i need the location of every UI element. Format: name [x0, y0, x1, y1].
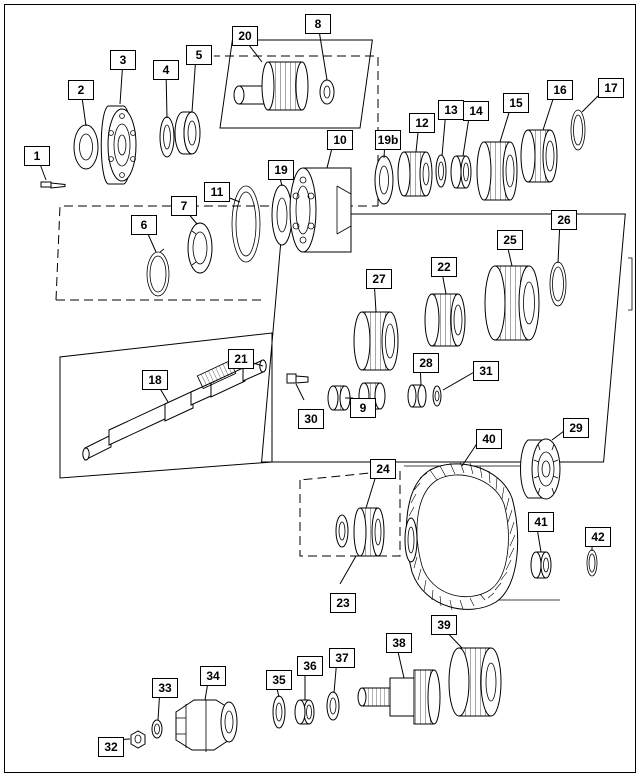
- callout-15[interactable]: 15: [503, 93, 529, 113]
- part-26: [550, 262, 566, 306]
- part-30: [287, 374, 308, 383]
- callout-33[interactable]: 33: [152, 678, 178, 698]
- part-42: [587, 550, 597, 576]
- part-12: [398, 152, 432, 196]
- callout-12[interactable]: 12: [409, 113, 435, 133]
- part-39: [449, 648, 501, 716]
- part-2: [74, 125, 98, 169]
- part-3: [101, 106, 136, 184]
- part-6: [147, 249, 169, 296]
- callout-3[interactable]: 3: [110, 50, 136, 70]
- callout-30[interactable]: 30: [298, 409, 324, 429]
- callout-14[interactable]: 14: [463, 101, 489, 121]
- part-18: [83, 360, 266, 460]
- part-19-right: [375, 156, 393, 204]
- part-34: [176, 700, 237, 752]
- part-24: [336, 508, 384, 556]
- callout-2[interactable]: 2: [68, 80, 94, 100]
- part-14: [451, 156, 471, 188]
- callout-16[interactable]: 16: [547, 80, 573, 100]
- callout-35[interactable]: 35: [266, 670, 292, 690]
- part-23-washer: [405, 518, 417, 562]
- callout-10[interactable]: 10: [327, 130, 353, 150]
- callout-1[interactable]: 1: [24, 146, 50, 166]
- part-20: [234, 62, 308, 110]
- callout-18[interactable]: 18: [142, 370, 168, 390]
- callout-19[interactable]: 19: [268, 160, 294, 180]
- callout-31[interactable]: 31: [473, 361, 499, 381]
- callout-21[interactable]: 21: [228, 349, 254, 369]
- callout-22[interactable]: 22: [431, 257, 457, 277]
- callout-27[interactable]: 27: [366, 269, 392, 289]
- part-10: [290, 168, 351, 252]
- callout-26[interactable]: 26: [551, 210, 577, 230]
- part-38: [358, 670, 440, 724]
- callout-40[interactable]: 40: [476, 429, 502, 449]
- callout-9[interactable]: 9: [350, 398, 376, 418]
- part-1: [41, 182, 65, 188]
- part-17: [571, 110, 585, 150]
- callout-37[interactable]: 37: [329, 648, 355, 668]
- part-32: [131, 731, 145, 748]
- callout-8[interactable]: 8: [305, 14, 331, 34]
- part-8: [320, 80, 334, 104]
- part-36: [295, 700, 314, 724]
- callout-32[interactable]: 32: [98, 737, 124, 757]
- callout-11[interactable]: 11: [204, 182, 230, 202]
- callout-7[interactable]: 7: [171, 196, 197, 216]
- callout-5[interactable]: 5: [186, 45, 212, 65]
- part-29: [521, 439, 561, 499]
- callout-17[interactable]: 17: [598, 78, 624, 98]
- part-25: [485, 266, 539, 340]
- callout-34[interactable]: 34: [200, 666, 226, 686]
- callout-13[interactable]: 13: [438, 100, 464, 120]
- part-11: [232, 186, 260, 262]
- part-35: [273, 696, 285, 728]
- part-31: [408, 385, 441, 407]
- callout-42[interactable]: 42: [585, 527, 611, 547]
- callout-28[interactable]: 28: [413, 353, 439, 373]
- part-4: [160, 117, 174, 157]
- callout-4[interactable]: 4: [153, 60, 179, 80]
- part-7: [188, 223, 212, 273]
- callout-6[interactable]: 6: [131, 215, 157, 235]
- part-19-left: [272, 185, 292, 245]
- callout-36[interactable]: 36: [297, 656, 323, 676]
- part-5: [175, 112, 200, 154]
- part-33: [152, 720, 162, 738]
- part-22: [425, 294, 465, 346]
- callout-20[interactable]: 20: [232, 26, 258, 46]
- part-27: [354, 312, 398, 370]
- part-16: [521, 130, 557, 182]
- callout-24[interactable]: 24: [370, 459, 396, 479]
- part-41: [531, 552, 551, 578]
- callout-38[interactable]: 38: [386, 633, 412, 653]
- callout-25[interactable]: 25: [497, 230, 523, 250]
- part-40: [406, 462, 517, 610]
- part-13: [436, 155, 446, 187]
- callout-19b[interactable]: 19b: [375, 130, 401, 150]
- part-15: [477, 142, 517, 200]
- callout-39[interactable]: 39: [431, 615, 457, 635]
- callout-23[interactable]: 23: [330, 593, 356, 613]
- part-37: [327, 692, 339, 720]
- callout-29[interactable]: 29: [563, 418, 589, 438]
- callout-41[interactable]: 41: [528, 512, 554, 532]
